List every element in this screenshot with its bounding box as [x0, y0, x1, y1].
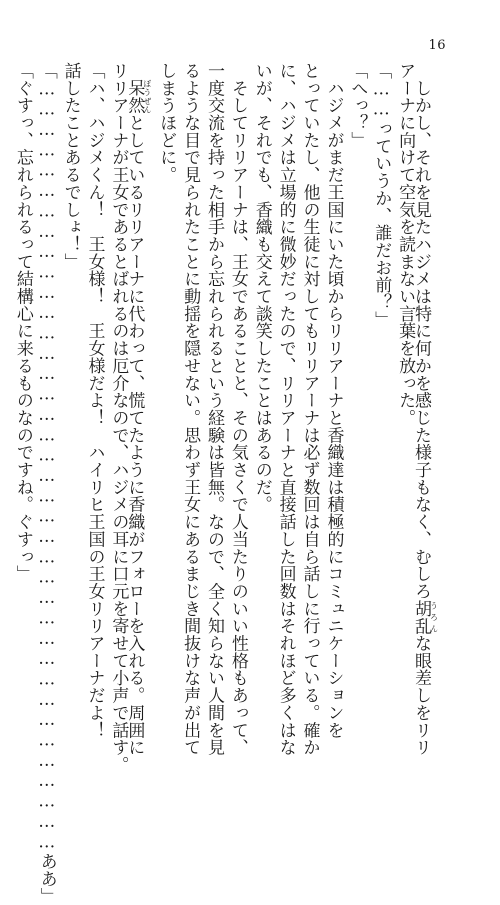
text-line-3: 「……っていうか、誰だお前？」	[371, 62, 392, 329]
ruby-uron-reading: うろん	[429, 599, 439, 635]
text-line-5: ハジメがまだ王国にいた頃からリリアーナと香織達は積極的にコミュニケーションを	[323, 62, 344, 739]
vertical-text-body	[12, 62, 439, 905]
text-line-18: 「ぐすっ、忘れられるって結構心に来るものなのですね。ぐすっ」	[12, 62, 33, 583]
text-line-7: に、ハジメは立場的に微妙だったので、リリアーナと直接話した回数はそれほど多くはな	[275, 62, 296, 756]
text-line-17: 「……………………………………………………………………………………………………ああ」	[36, 62, 57, 905]
text-line-9: そしてリリアーナは、王女であることと、その気さくで人当たりのいい性格もあって、	[227, 62, 248, 756]
text-line-4: 「へっ？」	[347, 62, 368, 149]
text-line-2: アーナに向けて空気を読まない言葉を放った。	[395, 62, 416, 427]
text-line-6: とっていたし、他の生徒に対してもリリアーナは必ず数回は自ら話しに行っている。確か	[299, 62, 320, 756]
text-line-10: 一度交流を持った相手から忘れられるという経験は皆無。なので、全く知らない人間を見	[203, 62, 224, 756]
text-line-14: リリアーナが王女であるとばれるのは厄介なので、ハジメの耳に口元を寄せて小声で話す。	[108, 62, 129, 774]
ruby-uron: 胡乱うろん	[411, 599, 439, 635]
ruby-bozen-reading: ぼうぜん	[142, 79, 152, 115]
text-line-8: いが、それでも、香織も交えて談笑したことはあるのだ。	[251, 62, 272, 514]
text-line-13: 呆然ぼうぜんとしているリリアーナに代わって、慌てたように香織がフォローを入れる。周囲に	[124, 79, 152, 757]
ruby-bozen: 呆然ぼうぜん	[124, 79, 152, 115]
text-line-1-part-a: しかし、それを見たハジメは特に何かを感じた様子もなく、むしろ胡乱うろんな眼差しをリリ	[411, 62, 439, 757]
text-line-15: 「ハ、ハジメくん！ 王女様！ 王女様だよ！ ハイリヒ王国の王女リリアーナだよ！	[84, 62, 105, 739]
text-line-16: 話したことあるでしょ！」	[60, 62, 81, 271]
text-line-12: しまうほどに。	[156, 62, 177, 184]
page-number: 16	[428, 38, 446, 53]
text-line-11: るような目で見られたことに動揺を隠せない。思わず王女にあるまじき間抜けな声が出て	[180, 62, 201, 756]
text-line-1	[411, 62, 439, 757]
